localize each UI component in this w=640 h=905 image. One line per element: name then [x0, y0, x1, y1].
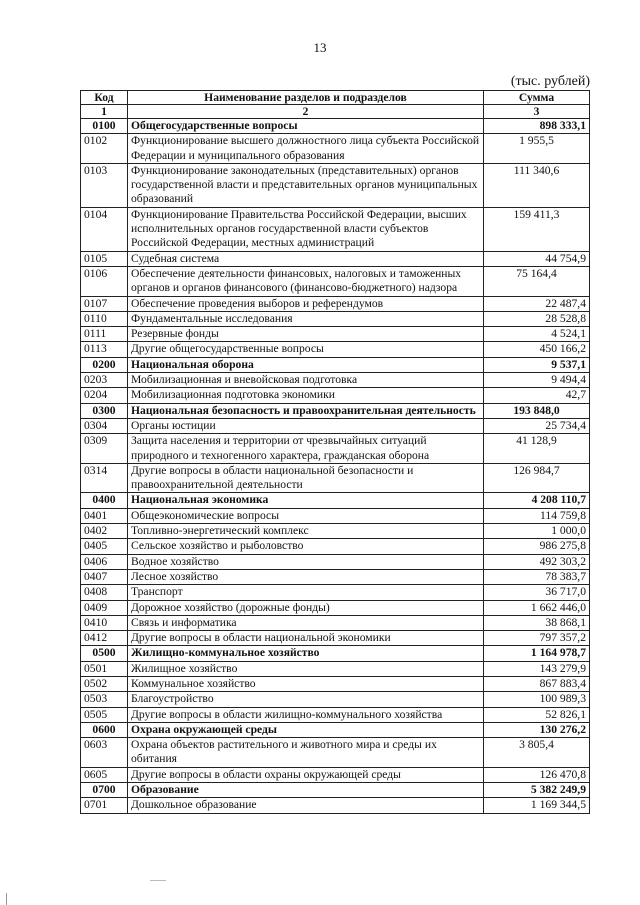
section-row: [81, 783, 590, 798]
row-name: Лесное хозяйство: [128, 569, 484, 584]
row-name: Обеспечение проведения выборов и референдумов: [128, 296, 484, 311]
row-code: 0700: [81, 783, 128, 798]
row-code: 0502: [81, 676, 128, 691]
row-code: 0605: [81, 767, 128, 782]
table-row: [81, 251, 590, 266]
budget-table: [80, 90, 590, 814]
row-sum: 9 494,4: [484, 373, 590, 388]
row-code: 0501: [81, 661, 128, 676]
table-row: [81, 767, 590, 782]
section-row: [81, 357, 590, 372]
page-number: 13: [313, 40, 327, 55]
row-sum: 38 868,1: [484, 615, 590, 630]
table-row: [81, 266, 590, 296]
table-row: [81, 342, 590, 357]
section-row: [81, 403, 590, 418]
row-sum: 114 759,8: [484, 508, 590, 523]
row-code: 0309: [81, 434, 128, 464]
row-sum: 28 528,8: [484, 311, 590, 326]
row-name: Общеэкономические вопросы: [128, 508, 484, 523]
row-name: Жилищно-коммунальное хозяйство: [128, 646, 484, 661]
row-name: Благоустройство: [128, 692, 484, 707]
row-code: 0106: [81, 266, 128, 296]
row-name: Мобилизационная и вневойсковая подготовка: [128, 373, 484, 388]
table-row: [81, 554, 590, 569]
row-code: 0110: [81, 311, 128, 326]
header-index-name: 2: [128, 105, 484, 119]
table-row: [81, 676, 590, 691]
row-name: Сельское хозяйство и рыболовство: [128, 539, 484, 554]
header-code: Код: [81, 91, 128, 105]
table-row: [81, 798, 590, 813]
row-name: Национальная оборона: [128, 357, 484, 372]
row-code: 0406: [81, 554, 128, 569]
header-index-sum: 3: [484, 105, 590, 119]
header-index-row: [81, 105, 590, 119]
row-sum: 44 754,9: [484, 251, 590, 266]
row-sum: 100 989,3: [484, 692, 590, 707]
row-code: 0314: [81, 463, 128, 493]
row-sum: 78 383,7: [484, 569, 590, 584]
row-name: Другие вопросы в области национальной безопасности и правоохранительной деятельности: [128, 463, 484, 493]
row-name: Фундаментальные исследования: [128, 311, 484, 326]
row-name: Резервные фонды: [128, 327, 484, 342]
table-row: [81, 738, 590, 768]
table-row: [81, 327, 590, 342]
table-row: [81, 134, 590, 164]
row-sum: 4 524,1: [484, 327, 590, 342]
row-sum: 1 955,5: [484, 134, 590, 164]
row-sum: 3 805,4: [484, 738, 590, 768]
margin-mark: [6, 893, 7, 905]
row-code: 0102: [81, 134, 128, 164]
row-name: Другие вопросы в области охраны окружающей среды: [128, 767, 484, 782]
table-row: [81, 508, 590, 523]
table-row: [81, 207, 590, 251]
row-name: Охрана окружающей среды: [128, 722, 484, 737]
section-row: [81, 119, 590, 134]
section-row: [81, 722, 590, 737]
row-sum: 1 000,0: [484, 524, 590, 539]
row-sum: 898 333,1: [484, 119, 590, 134]
table-row: [81, 661, 590, 676]
row-sum: 1 164 978,7: [484, 646, 590, 661]
row-code: 0113: [81, 342, 128, 357]
table-row: [81, 707, 590, 722]
row-code: 0409: [81, 600, 128, 615]
footer-mark: [150, 880, 166, 881]
row-name: Жилищное хозяйство: [128, 661, 484, 676]
row-sum: 1 662 446,0: [484, 600, 590, 615]
row-sum: 36 717,0: [484, 585, 590, 600]
row-sum: 193 848,0: [484, 403, 590, 418]
table-body: [81, 119, 590, 814]
row-sum: 75 164,4: [484, 266, 590, 296]
row-sum: 126 984,7: [484, 463, 590, 493]
row-code: 0600: [81, 722, 128, 737]
row-name: Другие вопросы в области жилищно-коммунального хозяйства: [128, 707, 484, 722]
row-sum: 450 166,2: [484, 342, 590, 357]
row-name: Функционирование высшего должностного лица субъекта Российской Федерации и муниципального образования: [128, 134, 484, 164]
row-name: Другие вопросы в области национальной экономики: [128, 631, 484, 646]
row-sum: 41 128,9: [484, 434, 590, 464]
table-row: [81, 388, 590, 403]
row-code: 0200: [81, 357, 128, 372]
row-code: 0104: [81, 207, 128, 251]
row-sum: 22 487,4: [484, 296, 590, 311]
row-name: Мобилизационная подготовка экономики: [128, 388, 484, 403]
row-code: 0204: [81, 388, 128, 403]
table-row: [81, 569, 590, 584]
row-code: 0412: [81, 631, 128, 646]
row-code: 0407: [81, 569, 128, 584]
row-code: 0500: [81, 646, 128, 661]
row-name: Органы юстиции: [128, 418, 484, 433]
row-name: Обеспечение деятельности финансовых, налоговых и таможенных органов и органов финансового (финансово-бюджетного) надзора: [128, 266, 484, 296]
row-sum: 159 411,3: [484, 207, 590, 251]
row-code: 0405: [81, 539, 128, 554]
row-name: Дорожное хозяйство (дорожные фонды): [128, 600, 484, 615]
row-sum: 25 734,4: [484, 418, 590, 433]
row-name: Судебная система: [128, 251, 484, 266]
row-name: Защита населения и территории от чрезвычайных ситуаций природного и техногенного характера, гражданская оборона: [128, 434, 484, 464]
row-name: Другие общегосударственные вопросы: [128, 342, 484, 357]
row-code: 0401: [81, 508, 128, 523]
row-name: Национальная экономика: [128, 493, 484, 508]
row-name: Дошкольное образование: [128, 798, 484, 813]
table-row: [81, 418, 590, 433]
row-sum: 143 279,9: [484, 661, 590, 676]
table-row: [81, 692, 590, 707]
table-row: [81, 615, 590, 630]
row-code: 0503: [81, 692, 128, 707]
table-row: [81, 163, 590, 207]
row-code: 0111: [81, 327, 128, 342]
units-label: (тыс. рублей): [510, 74, 590, 89]
row-code: 0304: [81, 418, 128, 433]
row-code: 0203: [81, 373, 128, 388]
row-name: Общегосударственные вопросы: [128, 119, 484, 134]
row-sum: 130 276,2: [484, 722, 590, 737]
row-name: Транспорт: [128, 585, 484, 600]
table-row: [81, 373, 590, 388]
row-code: 0603: [81, 738, 128, 768]
row-sum: 42,7: [484, 388, 590, 403]
row-sum: 9 537,1: [484, 357, 590, 372]
row-name: Национальная безопасность и правоохранительная деятельность: [128, 403, 484, 418]
table-row: [81, 539, 590, 554]
row-name: Образование: [128, 783, 484, 798]
header-name: Наименование разделов и подразделов: [128, 91, 484, 105]
row-sum: 1 169 344,5: [484, 798, 590, 813]
row-code: 0402: [81, 524, 128, 539]
header-sum: Сумма: [484, 91, 590, 105]
table-row: [81, 463, 590, 493]
header-row: [81, 91, 590, 105]
table-row: [81, 434, 590, 464]
row-name: Функционирование законодательных (представительных) органов государственной власти и представительных органов муниципальных образований: [128, 163, 484, 207]
table-row: [81, 311, 590, 326]
table-row: [81, 524, 590, 539]
row-name: Охрана объектов растительного и животного мира и среды их обитания: [128, 738, 484, 768]
row-sum: 797 357,2: [484, 631, 590, 646]
row-code: 0505: [81, 707, 128, 722]
row-sum: 867 883,4: [484, 676, 590, 691]
table-row: [81, 585, 590, 600]
section-row: [81, 493, 590, 508]
row-sum: 52 826,1: [484, 707, 590, 722]
row-sum: 986 275,8: [484, 539, 590, 554]
row-code: 0400: [81, 493, 128, 508]
row-code: 0105: [81, 251, 128, 266]
row-name: Функционирование Правительства Российской Федерации, высших исполнительных органов государственной власти субъектов Российской Федерации, местных администраций: [128, 207, 484, 251]
row-code: 0300: [81, 403, 128, 418]
row-name: Коммунальное хозяйство: [128, 676, 484, 691]
row-name: Топливно-энергетический комплекс: [128, 524, 484, 539]
header-index-code: 1: [81, 105, 128, 119]
row-code: 0103: [81, 163, 128, 207]
row-code: 0410: [81, 615, 128, 630]
row-sum: 111 340,6: [484, 163, 590, 207]
row-sum: 492 303,2: [484, 554, 590, 569]
table-row: [81, 296, 590, 311]
table-row: [81, 600, 590, 615]
row-sum: 126 470,8: [484, 767, 590, 782]
row-code: 0408: [81, 585, 128, 600]
table-row: [81, 631, 590, 646]
row-code: 0107: [81, 296, 128, 311]
row-sum: 5 382 249,9: [484, 783, 590, 798]
row-code: 0701: [81, 798, 128, 813]
row-name: Связь и информатика: [128, 615, 484, 630]
row-name: Водное хозяйство: [128, 554, 484, 569]
row-sum: 4 208 110,7: [484, 493, 590, 508]
section-row: [81, 646, 590, 661]
row-code: 0100: [81, 119, 128, 134]
